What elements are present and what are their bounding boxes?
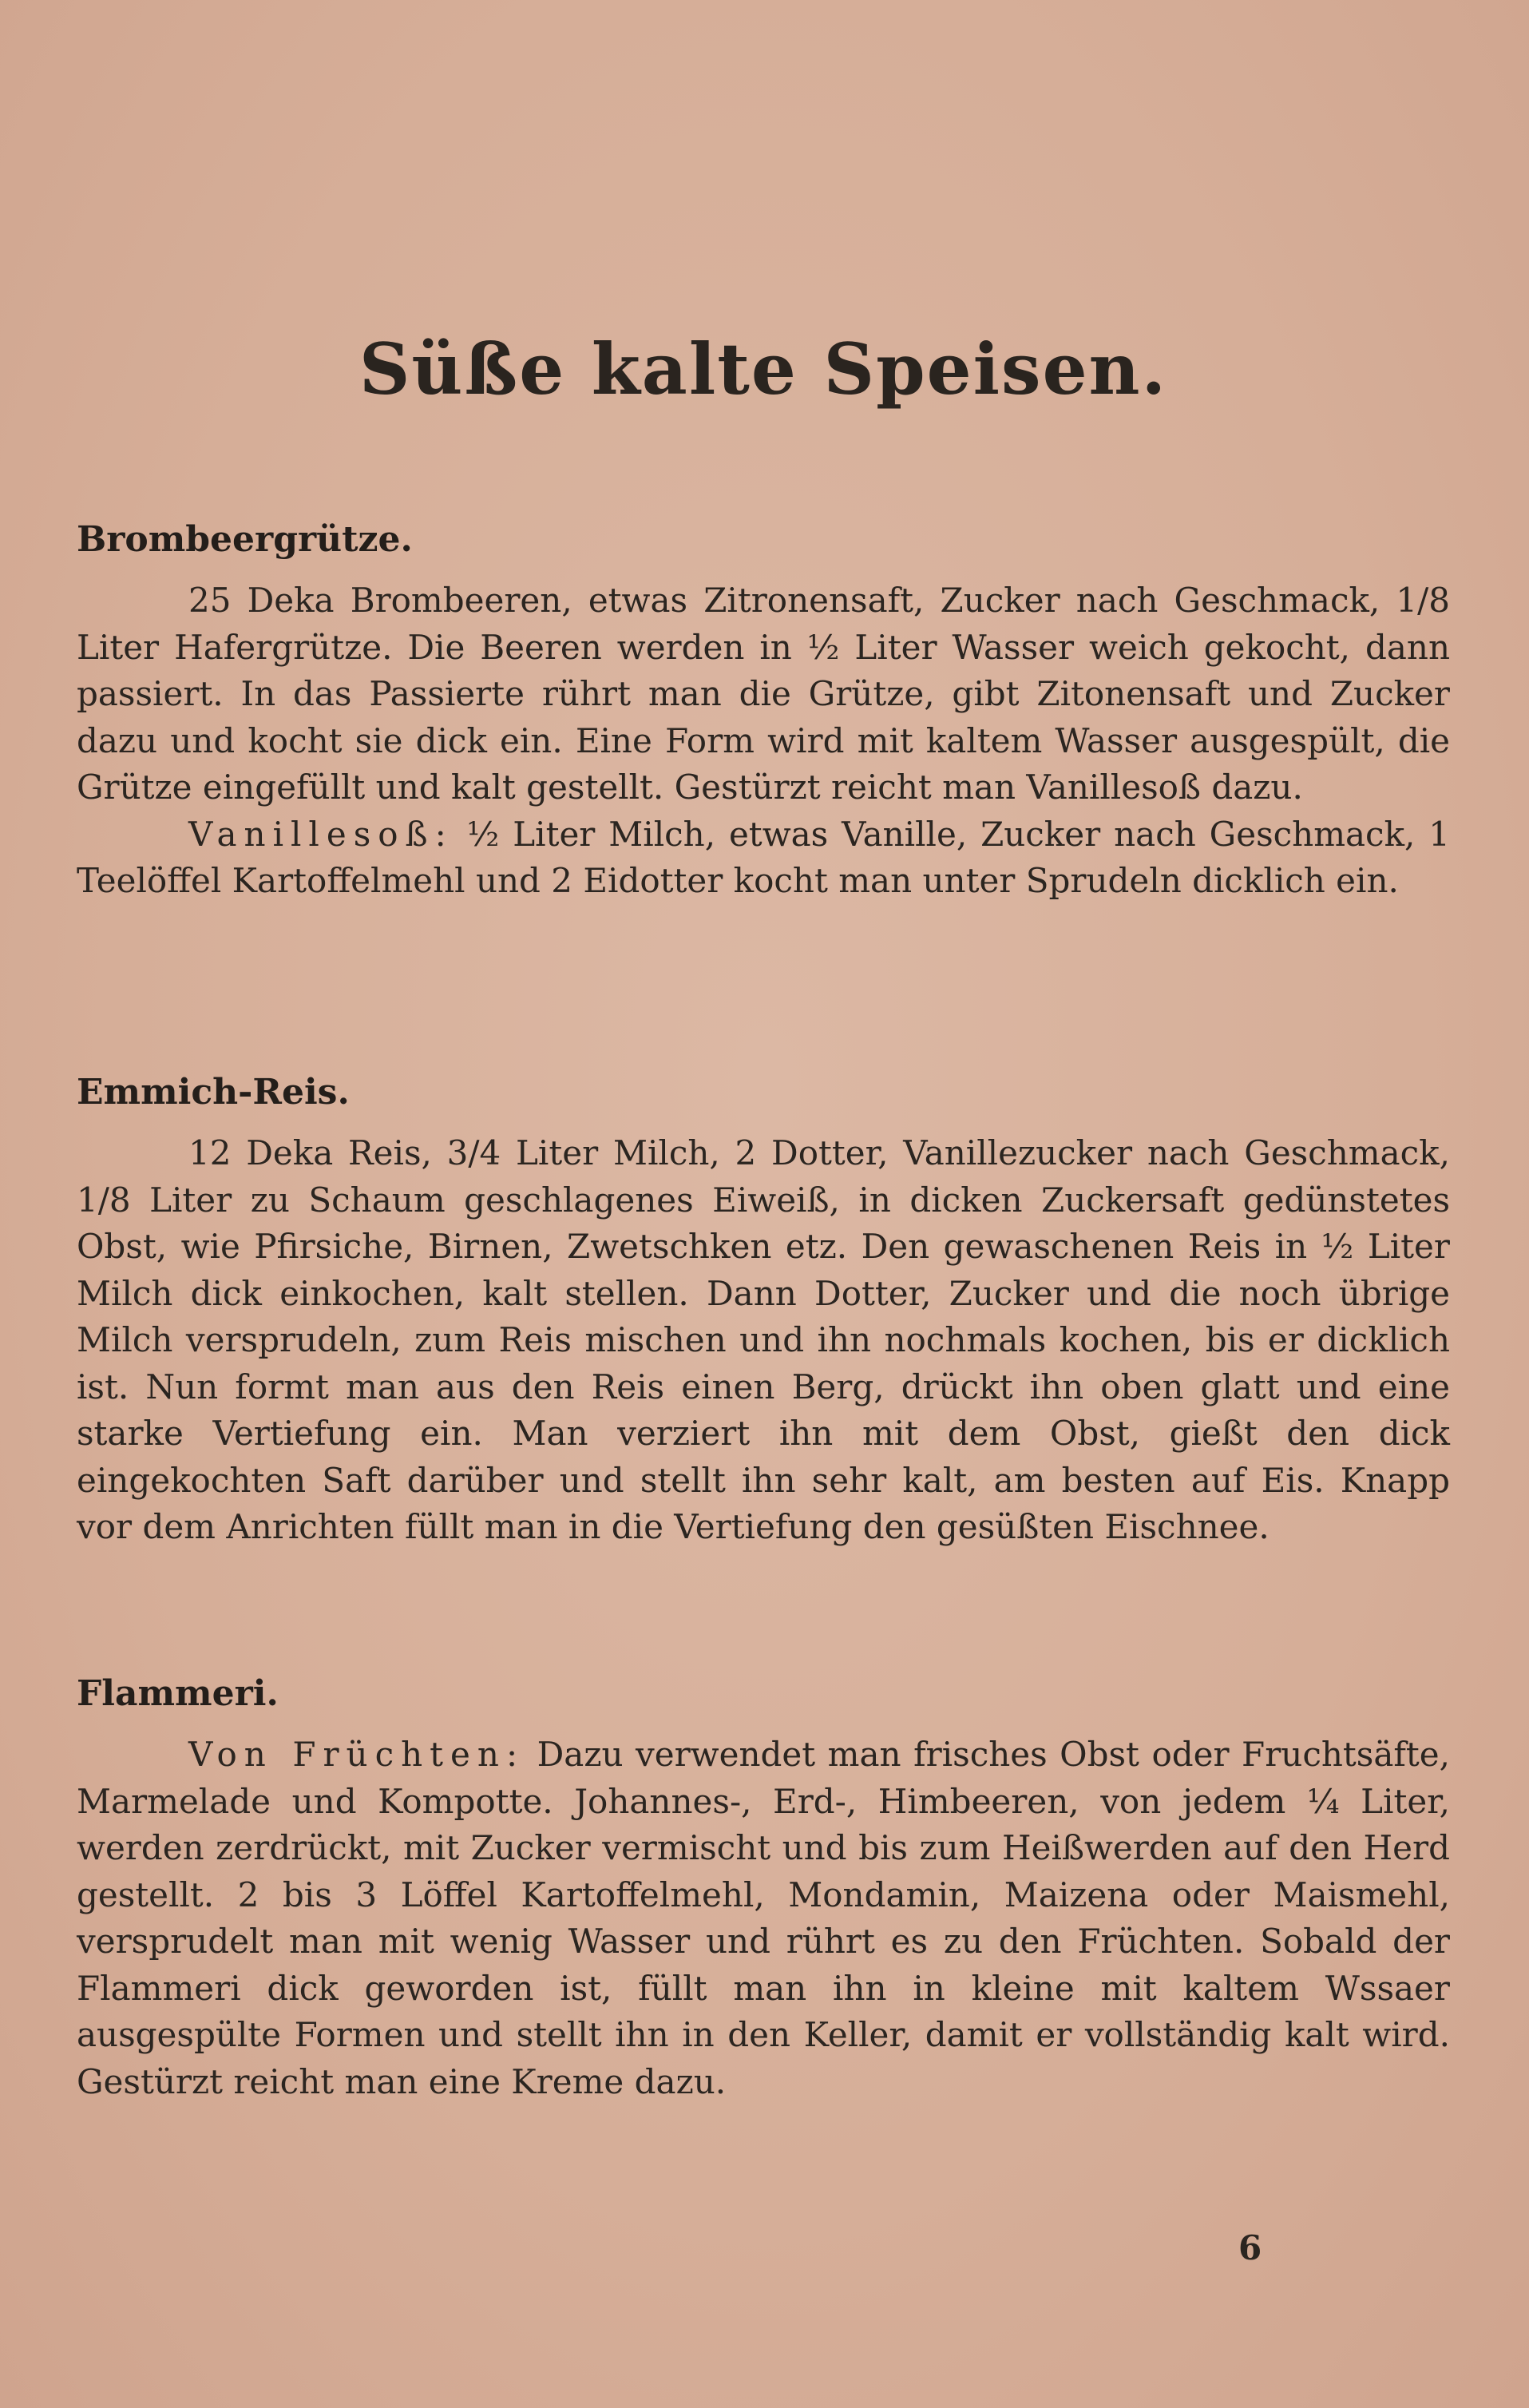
section-flammeri: [77, 1673, 1450, 2105]
section-heading: Brombeergrütze.: [77, 519, 413, 560]
recipe-paragraph: [77, 811, 1450, 905]
section-heading: Flammeri.: [77, 1673, 279, 1714]
section-emmich-reis: [77, 1072, 1450, 1551]
page-number: 6: [1238, 2228, 1262, 2267]
section-brombeergruetze: [77, 519, 1450, 905]
page-title: Süße kalte Speisen.: [358, 327, 1168, 411]
recipe-paragraph: [77, 1130, 1450, 1551]
book-page: [77, 0, 1450, 2408]
section-heading: Emmich-Reis.: [77, 1072, 350, 1113]
paragraph-lead: Vanillesoß:: [188, 814, 454, 854]
recipe-paragraph: [77, 1732, 1450, 2105]
paragraph-text: ½ Liter Milch, etwas Vanille, Zucker nach Geschmack, 1 Teelöffel Kartoffelmehl und 2 Eidotter kocht man unter Sprudeln dicklich ein.: [77, 814, 1450, 900]
recipe-paragraph: [77, 577, 1450, 811]
paragraph-text: 12 Deka Reis, 3/4 Liter Milch, 2 Dotter, Vanillezucker nach Geschmack, 1/8 Liter zu Schaum geschlagenes Eiweiß, in dicken Zuckersaft gedünstetes Obst, wie Pfirsiche, Birnen, Zwetschken etz. Den gewaschenen Reis in ½ Liter Milch dick einkochen, kalt stellen. Dann Dotter, Zucker und die noch übrige Milch versprudeln, zum Reis mischen und ihn nochmals kochen, bis er dicklich ist. Nun formt man aus den Reis einen Berg, drückt ihn oben glatt und eine starke Vertiefung ein. Man verziert ihn mit dem Obst, gießt den dick eingekochten Saft darüber und stellt ihn sehr kalt, am besten auf Eis. Knapp vor dem Anrichten füllt man in die Vertiefung den gesüßten Eischnee.: [77, 1133, 1450, 1546]
paragraph-text: Dazu verwendet man frisches Obst oder Fruchtsäfte, Marmelade und Kompotte. Johannes-, Erd-, Himbeeren, von jedem ¼ Liter, werden zerdrückt, mit Zucker vermischt und bis zum Heißwerden auf den Herd gestellt. 2 bis 3 Löffel Kartoffelmehl, Mondamin, Maizena oder Maismehl, versprudelt man mit wenig Wasser und rührt es zu den Früchten. Sobald der Flammeri dick geworden ist, füllt man ihn in kleine mit kaltem Wssaer ausgespülte Formen und stellt ihn in den Keller, damit er vollständig kalt wird. Gestürzt reicht man eine Kreme dazu.: [77, 1735, 1450, 2101]
paragraph-text: 25 Deka Brombeeren, etwas Zitronensaft, Zucker nach Geschmack, 1/8 Liter Hafergrütze. Die Beeren werden in ½ Liter Wasser weich gekocht, dann passiert. In das Passierte rührt man die Grütze, gibt Zitonensaft und Zucker dazu und kocht sie dick ein. Eine Form wird mit kaltem Wasser ausgespült, die Grütze eingefüllt und kalt gestellt. Gestürzt reicht man Vanillesoß dazu.: [77, 581, 1450, 807]
paragraph-lead: Von Früchten:: [188, 1735, 525, 1774]
